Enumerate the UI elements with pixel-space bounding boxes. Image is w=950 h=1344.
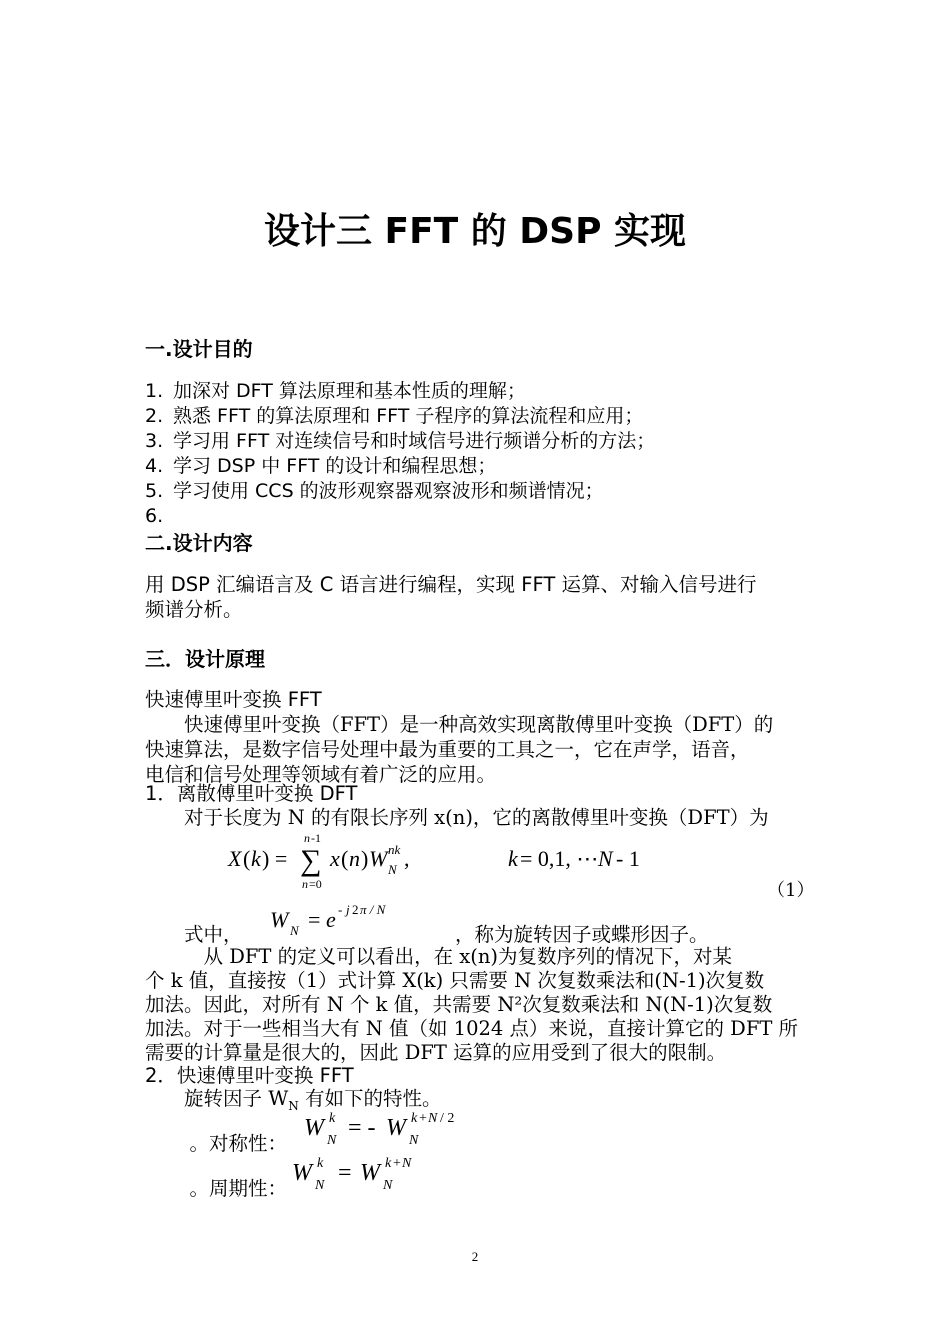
symmetry-label: 。对称性： <box>170 1132 288 1155</box>
svg-text:): ) <box>361 846 369 871</box>
list-item-number: 1. <box>145 380 164 402</box>
svg-text:N: N <box>315 1178 325 1193</box>
section3-heading: 三．设计原理 <box>145 647 265 671</box>
fft-intro-text: 旋转因子 W <box>145 1087 289 1110</box>
dft-paragraph-line: 加法。对于一些相当大有 N 值（如 1024 点）来说，直接计算它的 DFT 所 <box>145 1017 799 1040</box>
svg-text:+: + <box>419 1111 427 1126</box>
svg-text:=: = <box>308 907 321 932</box>
periodicity-formula <box>288 1148 448 1196</box>
where-prefix: 式中， <box>145 923 243 946</box>
fft-heading: 2．快速傅里叶变换 FFT <box>145 1064 354 1087</box>
dft-paragraph-line: 个 k 值，直接按（1）式计算 X(k) 只需要 N 次复数乘法和(N-1)次复数 <box>145 969 765 992</box>
list-item <box>145 479 604 504</box>
svg-text:k: k <box>508 846 518 871</box>
section2-heading: 二.设计内容 <box>145 531 253 555</box>
periodicity-label: 。周期性： <box>170 1177 288 1200</box>
list-item-number: 5. <box>145 480 164 502</box>
svg-text:=0: =0 <box>309 877 322 891</box>
section3-subtitle: 快速傅里叶变换 FFT <box>145 688 322 711</box>
fft-intro-subscript: N <box>288 1098 299 1113</box>
svg-text:N: N <box>383 1178 393 1193</box>
dft-equation <box>220 828 680 894</box>
list-item <box>145 379 526 404</box>
svg-text:/ 2: / 2 <box>440 1111 455 1126</box>
list-item <box>145 404 643 429</box>
page-title: 设计三 FFT 的 DSP 实现 <box>263 211 687 252</box>
equation-label: （1） <box>767 880 815 901</box>
svg-text:-1: -1 <box>311 831 321 845</box>
section2-text-line: 用 DSP 汇编语言及 C 语言进行编程，实现 FFT 运算、对输入信号进行 <box>145 573 757 596</box>
svg-text:n: n <box>349 846 360 871</box>
svg-text:+: + <box>393 1156 401 1171</box>
svg-text:n: n <box>304 831 310 845</box>
svg-text:2: 2 <box>352 902 359 917</box>
dft-intro-line: 对于长度为 N 的有限长序列 x(n)，它的离散傅里叶变换（DFT）为 <box>145 806 769 829</box>
page-number: 2 <box>471 1249 479 1264</box>
where-suffix: ，称为旋转因子或蝶形因子。 <box>455 923 709 946</box>
intro-line: 快速算法，是数字信号处理中最为重要的工具之一，它在声学，语音， <box>145 738 750 761</box>
svg-text:) =: ) = <box>262 846 288 871</box>
list-item-text: 熟悉 FFT 的算法原理和 FFT 子程序的算法流程和应用； <box>173 405 644 427</box>
list-item <box>145 504 173 529</box>
list-item-text: 学习 DSP 中 FFT 的设计和编程思想； <box>173 455 497 477</box>
twiddle-factor-formula <box>266 897 426 939</box>
list-item-text: 学习使用 CCS 的波形观察器观察波形和频谱情况； <box>173 480 604 502</box>
svg-text:W: W <box>360 1160 380 1186</box>
svg-text:k: k <box>411 1111 418 1126</box>
dft-paragraph-line: 从 DFT 的定义可以看出，在 x(n)为复数序列的情况下，对某 <box>145 945 733 968</box>
svg-text:= 0,1, ⋯: = 0,1, ⋯ <box>520 846 599 871</box>
list-item <box>145 454 496 479</box>
svg-text:(: ( <box>243 846 251 871</box>
intro-line: 电信和信号处理等领域有着广泛的应用。 <box>145 763 497 786</box>
svg-text:e: e <box>326 907 336 932</box>
svg-text:W: W <box>270 907 289 932</box>
list-item-number: 4. <box>145 455 164 477</box>
svg-text:W: W <box>304 1115 324 1141</box>
svg-text:∑: ∑ <box>300 844 322 877</box>
list-item-number: 2. <box>145 405 164 427</box>
svg-text:k: k <box>329 1111 336 1126</box>
svg-text:(: ( <box>341 846 349 871</box>
svg-text:-: - <box>338 902 343 917</box>
svg-text:W: W <box>369 846 388 871</box>
dft-paragraph-line: 需要的计算量是很大的，因此 DFT 运算的应用受到了很大的限制。 <box>145 1041 727 1064</box>
svg-text:j: j <box>346 902 350 917</box>
svg-text:k: k <box>317 1156 324 1171</box>
svg-text:k: k <box>385 1156 392 1171</box>
svg-text:X: X <box>228 846 242 871</box>
intro-line: 快速傅里叶变换（FFT）是一种高效实现离散傅里叶变换（DFT）的 <box>145 713 774 736</box>
list-item-number: 3. <box>145 430 164 452</box>
svg-text:W: W <box>386 1115 406 1141</box>
svg-text:x: x <box>330 846 340 871</box>
svg-text:,: , <box>404 846 410 871</box>
list-item-text: 学习用 FFT 对连续信号和时域信号进行频谱分析的方法； <box>173 430 656 452</box>
svg-text:N: N <box>388 862 397 877</box>
svg-text:N: N <box>428 1111 438 1126</box>
svg-text:nk: nk <box>388 842 401 857</box>
list-item <box>145 429 655 454</box>
svg-text:- 1: - 1 <box>616 846 640 871</box>
section2-text-line: 频谱分析。 <box>145 598 243 621</box>
list-item-number: 6. <box>145 505 164 527</box>
svg-text:N: N <box>327 1133 337 1148</box>
svg-text:k: k <box>251 846 261 871</box>
svg-text:π / N: π / N <box>360 902 386 917</box>
svg-text:= -: = - <box>348 1115 376 1141</box>
svg-text:N: N <box>409 1133 419 1148</box>
symmetry-formula <box>300 1103 480 1151</box>
section1-heading: 一.设计目的 <box>145 337 253 361</box>
svg-text:N: N <box>598 846 613 871</box>
fft-intro-end: 有如下的特性。 <box>298 1087 442 1110</box>
svg-text:=: = <box>338 1160 352 1186</box>
svg-text:n: n <box>302 877 308 891</box>
svg-text:W: W <box>292 1160 312 1186</box>
svg-text:N: N <box>402 1156 412 1171</box>
list-item-text: 加深对 DFT 算法原理和基本性质的理解； <box>173 380 526 402</box>
svg-text:N: N <box>290 923 299 938</box>
dft-paragraph-line: 加法。因此，对所有 N 个 k 值，共需要 N²次复数乘法和 N(N-1)次复数 <box>145 993 773 1016</box>
dft-heading: 1．离散傅里叶变换 DFT <box>145 782 358 805</box>
